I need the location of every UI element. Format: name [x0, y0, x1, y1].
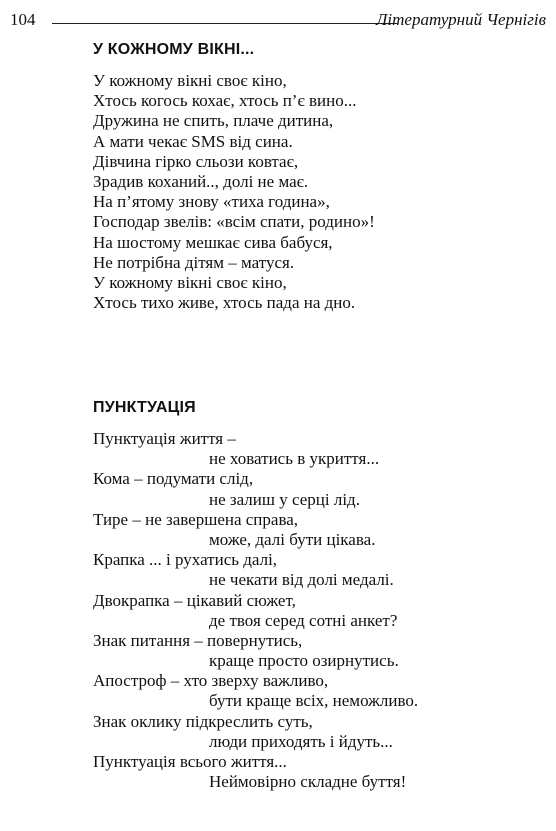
poem-line: Дружина не спить, плаче дитина, [93, 111, 334, 131]
poem-line: Хтось когось кохає, хтось п’є вино... [93, 91, 357, 111]
poem-line: Знак оклику підкреслить суть, [93, 711, 313, 731]
poem-line: Пунктуація життя – [93, 429, 236, 448]
poem-line: Двокрапка – цікавий сюжет, [93, 590, 296, 610]
poem-body [93, 429, 533, 792]
poem-line: Хтось тихо живе, хтось пада на дно. [93, 293, 356, 313]
poem-title: У КОЖНОМУ ВІКНІ... [93, 41, 255, 58]
poem-line: На п’ятому знову «тиха година», [93, 192, 330, 212]
poem-line: У кожному вікні своє кіно, [93, 272, 287, 292]
poem-line: Знак питання – повернутись, [93, 630, 303, 650]
poem-line: Не потрібна дітям – матуся. [93, 252, 295, 272]
journal-title: Літературний Чернігів [375, 10, 546, 29]
poem-line-indented: люди приходять і йдуть... [209, 731, 393, 751]
poem-line-indented: може, далі бути цікава. [209, 529, 376, 549]
poem-line-indented: краще просто озирнутись. [209, 651, 399, 671]
page-number: 104 [10, 10, 36, 29]
poem-line-indented: Неймовірно складне буття! [209, 772, 407, 792]
poem-line: У кожному вікні своє кіно, [93, 71, 287, 90]
poem-line: На шостому мешкає сива бабуся, [93, 232, 333, 252]
poem-line: Пунктуація всього життя... [93, 752, 287, 771]
poem-line-indented: бути краще всіх, неможливо. [209, 691, 419, 711]
poem-line: Зрадив коханий.., долі не має. [93, 171, 309, 191]
poem-line: Крапка ... і рухатись далі, [93, 550, 278, 570]
header-rule [52, 23, 398, 24]
poem-line-indented: де твоя серед сотні анкет? [209, 610, 398, 630]
poem-line-indented: не чекати від долі медалі. [209, 570, 394, 590]
poem-line-indented: не залиш у серці лід. [209, 489, 360, 509]
poem-title: ПУНКТУАЦІЯ [93, 399, 196, 416]
poem-line-indented: не ховатись в укриття... [209, 449, 380, 469]
poem-line: Господар звелів: «всім спати, родино»! [93, 212, 375, 232]
poem-body [93, 71, 533, 313]
page-header [10, 9, 546, 35]
poem-line: Дівчина гірко сльози ковтає, [93, 151, 299, 171]
poem-u-kozhnomu-vikni [93, 40, 533, 313]
poem-line: Кома – подумати слід, [93, 469, 254, 489]
poem-line: А мати чекає SMS від сина. [93, 131, 293, 151]
poem-line: Апостроф – хто зверху важливо, [93, 671, 329, 691]
poem-punktuatsiia [93, 398, 533, 792]
poem-line: Тире – не завершена справа, [93, 509, 299, 529]
